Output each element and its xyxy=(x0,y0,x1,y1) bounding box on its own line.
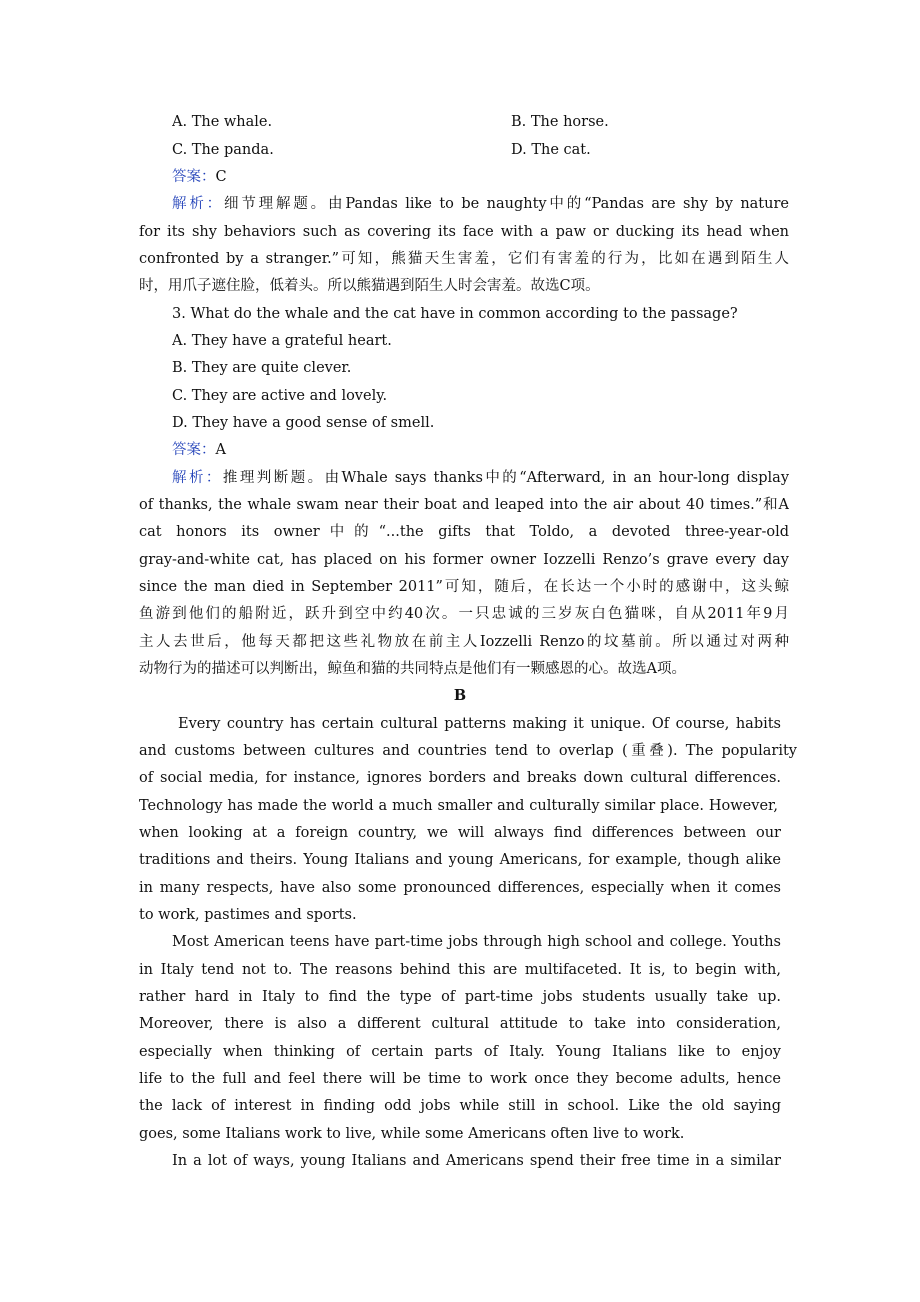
q2-answer xyxy=(172,167,789,187)
passage-line: when looking at a foreign country, we will always find differences between our xyxy=(139,825,781,841)
q2-analysis-line xyxy=(172,194,789,214)
passage-line: in Italy tend not to. The reasons behind this are multifaceted. It is, to begin with, xyxy=(139,962,781,978)
q3-answer xyxy=(172,440,789,460)
q2-option-a: A. The whale. xyxy=(172,114,273,130)
passage-line: In a lot of ways, young Italians and Americans spend their free time in a similar xyxy=(172,1153,781,1169)
passage-line: goes, some Italians work to live, while some Americans often live to work. xyxy=(139,1126,685,1142)
q2-option-c: C. The panda. xyxy=(172,142,274,158)
q3-option-b: B. They are quite clever. xyxy=(172,360,352,376)
q3-analysis-line: since the man died in September 2011”可知，随后，在长达一个小时的感谢中，这头鲸 xyxy=(139,579,789,595)
q2-option-b: B. The horse. xyxy=(511,114,609,130)
passage-line: especially when thinking of certain parts of Italy. Young Italians like to enjoy xyxy=(139,1044,781,1060)
analysis-label: 解析： xyxy=(172,470,223,486)
analysis-label: 解析： xyxy=(172,196,224,212)
passage-line: rather hard in Italy to find the type of part-time jobs students usually take up. xyxy=(139,989,781,1005)
passage-line: to work, pastimes and sports. xyxy=(139,907,357,923)
q2-analysis-line: confronted by a stranger.”可知，熊猫天生害羞，它们有害羞的行为，比如在遇到陌生人 xyxy=(139,251,789,267)
q2-option-d: D. The cat. xyxy=(511,142,591,158)
q3-analysis-line: 动物行为的描述可以判断出，鲸鱼和猫的共同特点是他们有一颗感恩的心。故选A项。 xyxy=(139,661,686,677)
passage-line: traditions and theirs. Young Italians and young Americans, for example, though alike xyxy=(139,852,781,868)
q3-analysis-line xyxy=(172,468,789,488)
passage-line: life to the full and feel there will be time to work once they become adults, hence xyxy=(139,1071,781,1087)
passage-line: Every country has certain cultural patterns making it unique. Of course, habits xyxy=(178,716,781,732)
answer-label: 答案： xyxy=(172,442,216,458)
q2-analysis-line: 时，用爪子遮住脸，低着头。所以熊猫遇到陌生人时会害羞。故选C项。 xyxy=(139,278,600,294)
passage-line: Moreover, there is also a different cultural attitude to take into consideration, xyxy=(139,1016,781,1032)
answer-value: A xyxy=(215,442,226,458)
q3-analysis-line: gray-and-white cat, has placed on his former owner Iozzelli Renzo’s grave every day xyxy=(139,552,789,568)
passage-line: the lack of interest in finding odd jobs while still in school. Like the old saying xyxy=(139,1098,781,1114)
q3-analysis-line: 主人去世后，他每天都把这些礼物放在前主人Iozzelli Renzo的坟墓前。所以通过对两种 xyxy=(139,634,789,650)
q3-question: 3. What do the whale and the cat have in common according to the passage? xyxy=(172,306,738,322)
answer-value: C xyxy=(215,169,227,185)
q2-analysis-line: for its shy behaviors such as covering its face with a paw or ducking its head when xyxy=(139,224,789,240)
passage-line: in many respects, have also some pronounced differences, especially when it comes xyxy=(139,880,781,896)
analysis-text: 推理判断题。由Whale says thanks中的“Afterward, in an hour-long display xyxy=(222,470,789,486)
q3-option-c: C. They are active and lovely. xyxy=(172,388,388,404)
q3-option-d: D. They have a good sense of smell. xyxy=(172,415,435,431)
q3-analysis-line: cat honors its owner中的“...the gifts that Toldo, a devoted three-year-old xyxy=(139,524,789,540)
section-heading: B xyxy=(453,687,467,704)
passage-line: Most American teens have part-time jobs through high school and college. Youths xyxy=(172,934,781,950)
passage-line: and customs between cultures and countries tend to overlap (重叠). The popularity xyxy=(139,743,797,759)
answer-label: 答案： xyxy=(172,169,216,185)
q3-analysis-line: of thanks, the whale swam near their boat and leaped into the air about 40 times.”和A xyxy=(139,497,789,513)
passage-line: Technology has made the world a much smaller and culturally similar place. However, xyxy=(139,798,778,814)
q3-option-a: A. They have a grateful heart. xyxy=(172,333,392,349)
analysis-text: 细节理解题。由Pandas like to be naughty中的“Pandas are shy by nature xyxy=(224,196,789,212)
q3-analysis-line: 鱼游到他们的船附近，跃升到空中约40次。一只忠诚的三岁灰白色猫咪，自从2011年9月 xyxy=(139,606,789,622)
passage-line: of social media, for instance, ignores borders and breaks down cultural differences. xyxy=(139,770,781,786)
